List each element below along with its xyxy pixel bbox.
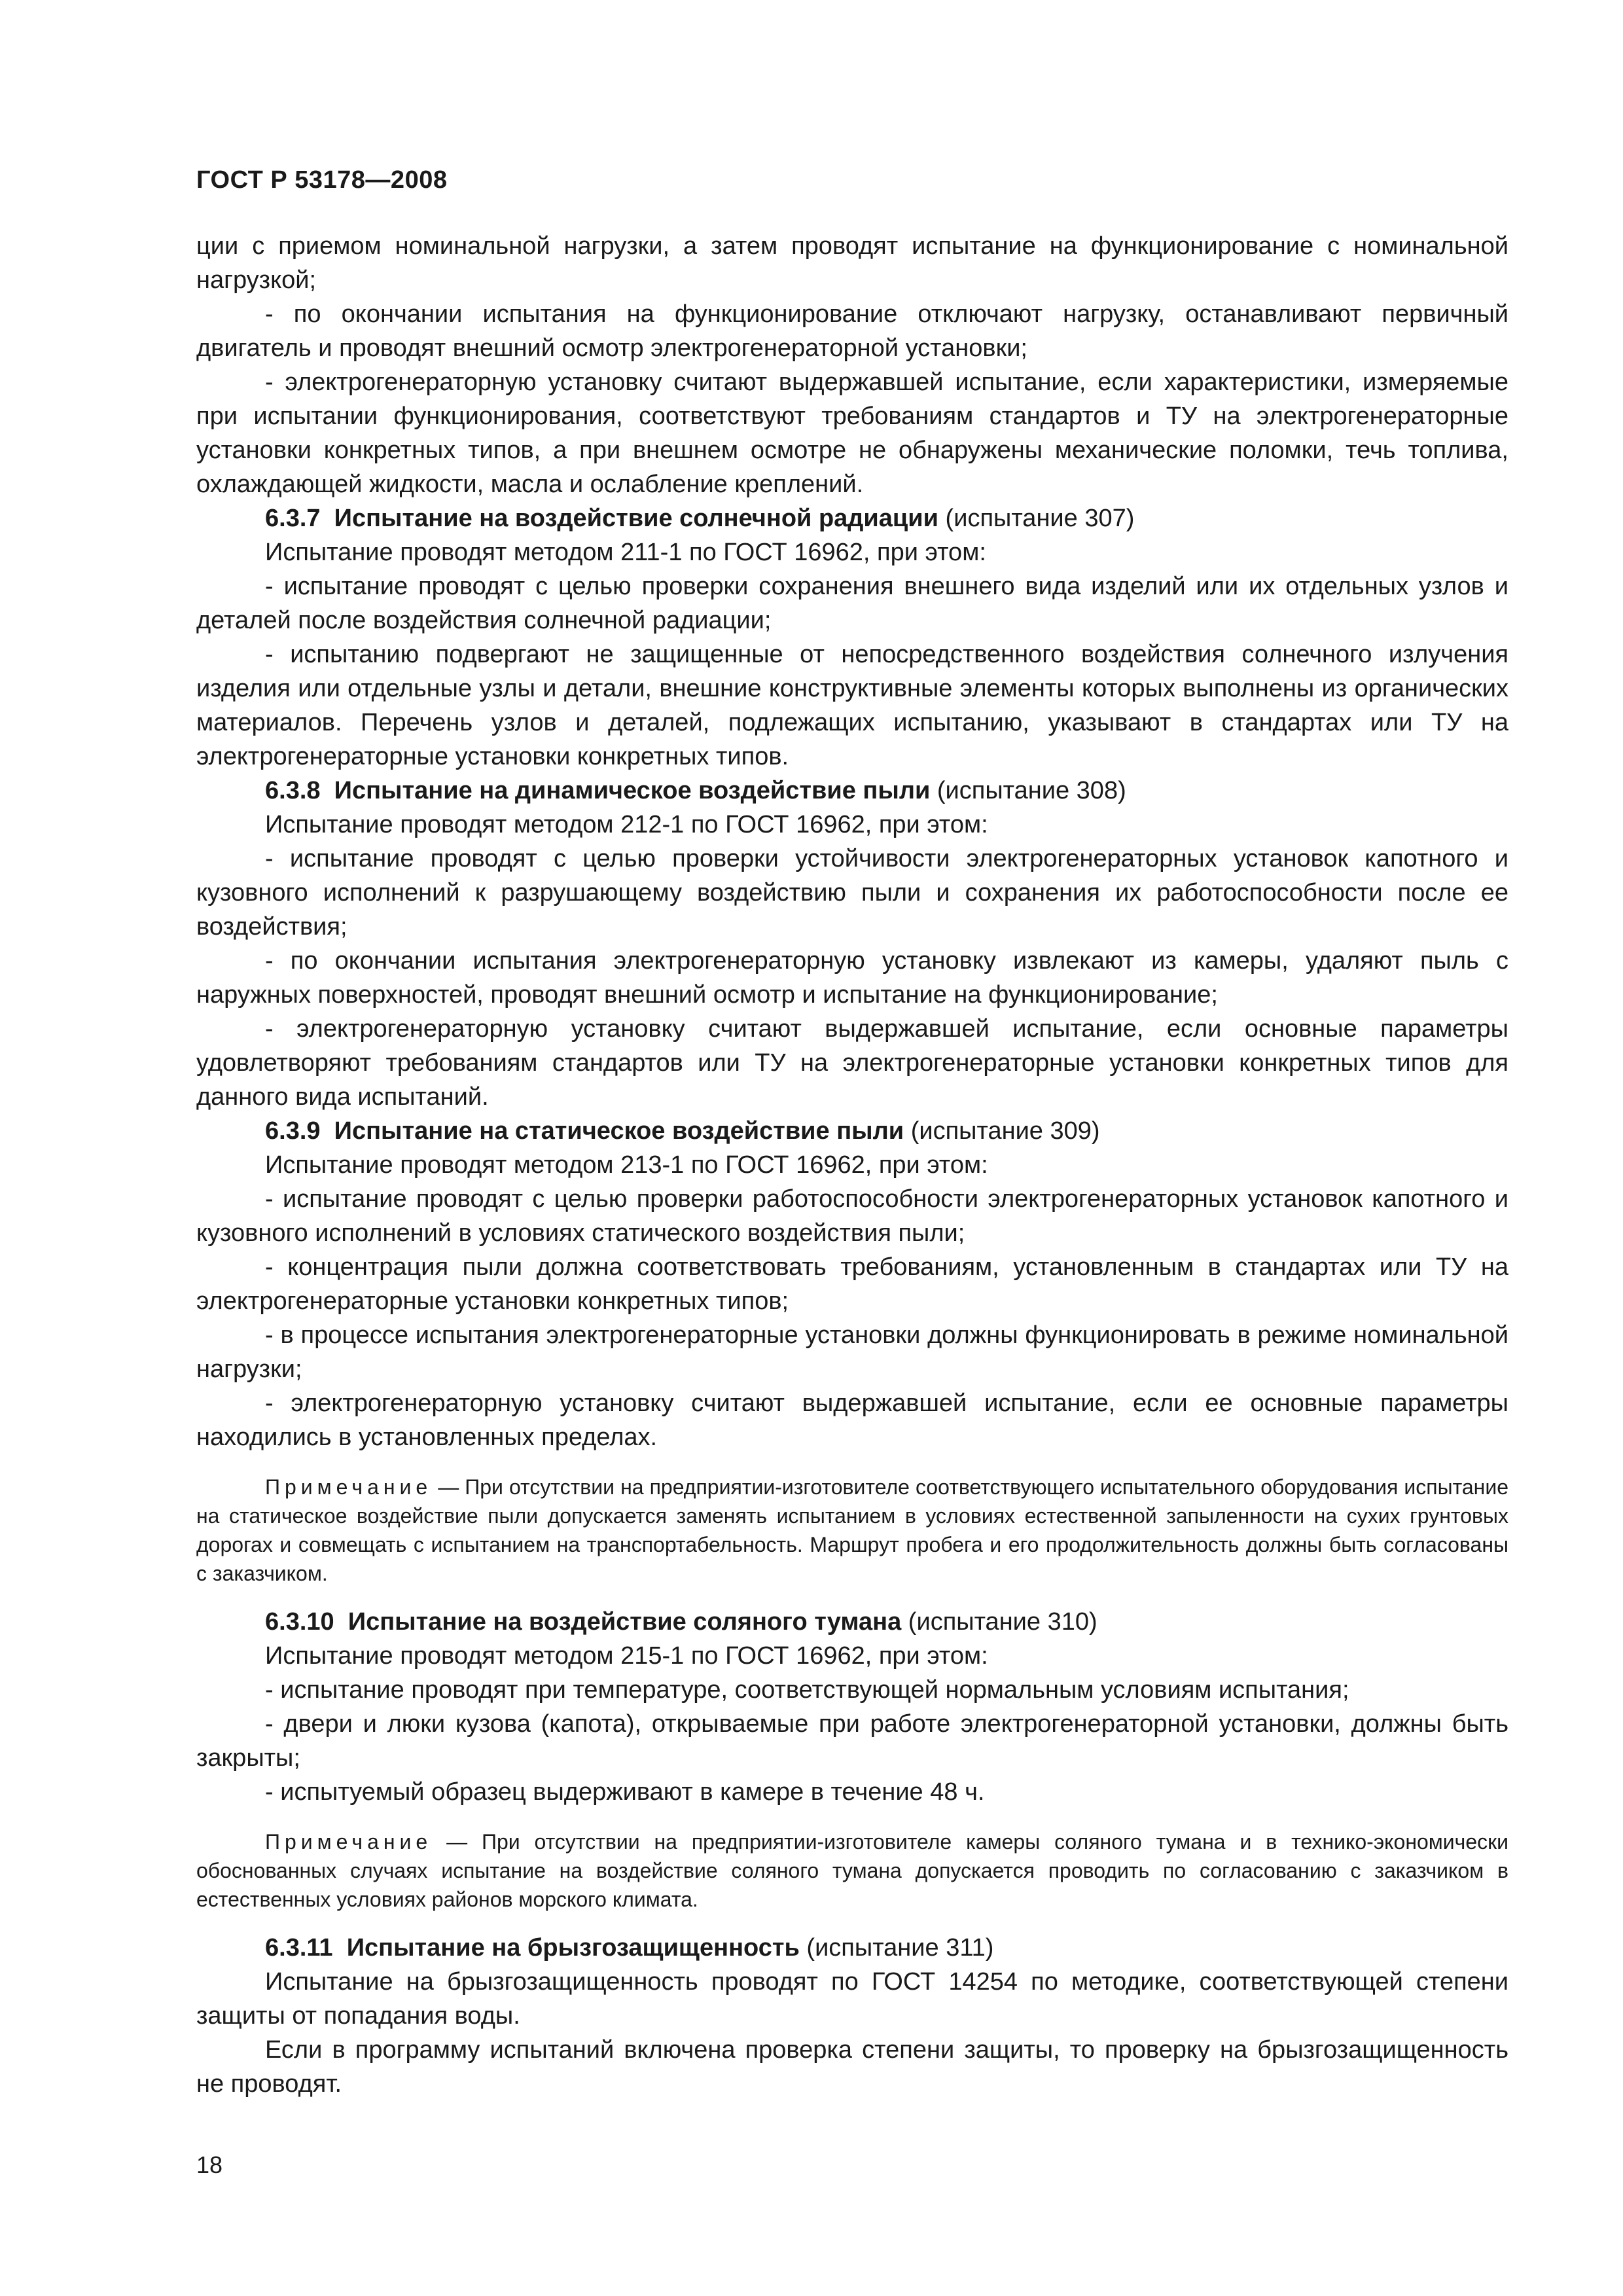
section-number: 6.3.11 [265,1934,333,1962]
test-number: (испытание 307) [938,505,1135,532]
section-heading-6-3-10 [196,1605,1508,1639]
paragraph: - по окончании испытания на функционирование отключают нагрузку, останавливают первичный двигатель и проводят внешний осмотр электрогенераторной установки; [196,300,1508,362]
paragraph: - по окончании испытания электрогенераторную установку извлекают из камеры, удаляют пыль с наружных поверхностей, проводят внешний осмотр и испытание на функционирование; [196,947,1508,1009]
section-number: 6.3.10 [265,1608,334,1636]
section-title: Испытание на воздействие солнечной радиации [334,505,938,532]
document-header: ГОСТ Р 53178—2008 [196,166,448,194]
section-title: Испытание на воздействие соляного тумана [348,1608,902,1636]
section-number: 6.3.7 [265,505,321,532]
paragraph: - испытуемый образец выдерживают в камере в течение 48 ч. [265,1778,985,1806]
section-number: 6.3.9 [265,1117,321,1145]
paragraph: Испытание проводят методом 211-1 по ГОСТ 16962, при этом: [265,539,986,566]
section-title: Испытание на динамическое воздействие пыли [334,777,931,804]
paragraph: - электрогенераторную установку считают выдержавшей испытание, если характеристики, измеряемые при испытании функционирования, соответствуют требованиям стандартов и ТУ на электрогенераторные установки конкретных типов, а при внешнем осмотре не обнаружены механические поломки, течь топлива, охлаждающей жидкости, масла и ослабление креплений. [196,368,1508,498]
paragraph: - электрогенераторную установку считают выдержавшей испытание, если основные параметры удовлетворяют требованиям стандартов или ТУ на электрогенераторные установки конкретных типов для данного вида испытаний. [196,1015,1508,1111]
paragraph: - концентрация пыли должна соответствовать требованиям, установленным в стандартах или ТУ на электрогенераторные установки конкретных типов; [196,1253,1508,1315]
page-number: 18 [196,2151,223,2178]
section-heading-6-3-8 [196,774,1508,808]
paragraph: - испытанию подвергают не защищенные от непосредственного воздействия солнечного излучения изделия или отдельные узлы и детали, внешние конструктивные элементы которых выполнены из органических материалов. Перечень узлов и деталей, подлежащих испытанию, указывают в стандартах или ТУ на электрогенераторные установки конкретных типов. [196,641,1508,770]
note [196,1473,1508,1588]
paragraph: Если в программу испытаний включена проверка степени защиты, то проверку на брызгозащищенность не проводят. [196,2036,1508,2098]
section-heading-6-3-11 [196,1931,1508,1965]
paragraph: Испытание проводят методом 212-1 по ГОСТ 16962, при этом: [265,811,988,838]
paragraph: - испытание проводят с целью проверки устойчивости электрогенераторных установок капотного и кузовного исполнений к разрушающему воздействию пыли и сохранения их работоспособности после ее воздействия; [196,845,1508,941]
note-label: Примечание [265,1830,433,1854]
section-title: Испытание на брызгозащищенность [346,1934,800,1962]
section-heading-6-3-7 [196,501,1508,535]
paragraph: Испытание на брызгозащищенность проводят по ГОСТ 14254 по методике, соответствующей степени защиты от попадания воды. [196,1968,1508,2030]
paragraph: - электрогенераторную установку считают выдержавшей испытание, если ее основные параметры находились в установленных пределах. [196,1390,1508,1451]
note-label: Примечание [265,1475,433,1499]
paragraph: - испытание проводят с целью проверки сохранения внешнего вида изделий или их отдельных узлов и деталей после воздействия солнечной радиации; [196,573,1508,634]
test-number: (испытание 308) [930,777,1126,804]
paragraph: ции с приемом номинальной нагрузки, а затем проводят испытание на функционирование с номинальной нагрузкой; [196,232,1508,294]
paragraph: Испытание проводят методом 213-1 по ГОСТ 16962, при этом: [265,1151,988,1179]
section-number: 6.3.8 [265,777,321,804]
test-number: (испытание 311) [799,1934,994,1962]
note [196,1827,1508,1914]
section-heading-6-3-9 [196,1114,1508,1148]
section-title: Испытание на статическое воздействие пыли [334,1117,904,1145]
test-number: (испытание 309) [904,1117,1100,1145]
paragraph: - испытание проводят с целью проверки работоспособности электрогенераторных установок капотного и кузовного исполнений в условиях статического воздействия пыли; [196,1185,1508,1247]
note-text: — При отсутствии на предприятии-изготовителе соответствующего испытательного оборудования испытание на статическое воздействие пыли допускается заменять испытанием в условиях естественной запыленности на сухих грунтовых дорогах и совмещать с испытанием на транспортабельность. Маршрут пробега и его продолжительность должны быть согласованы с заказчиком. [196,1475,1508,1585]
paragraph: - испытание проводят при температуре, соответствующей нормальным условиям испытания; [265,1676,1349,1704]
paragraph: Испытание проводят методом 215-1 по ГОСТ 16962, при этом: [265,1642,988,1670]
note-text: — При отсутствии на предприятии-изготовителе камеры соляного тумана и в технико-экономически обоснованных случаях испытание на воздействие соляного тумана допускается проводить по согласованию с заказчиком в естественных условиях районов морского климата. [196,1830,1508,1911]
paragraph: - в процессе испытания электрогенераторные установки должны функционировать в режиме номинальной нагрузки; [196,1321,1508,1383]
document-body [196,229,1508,2101]
test-number: (испытание 310) [901,1608,1097,1636]
paragraph: - двери и люки кузова (капота), открываемые при работе электрогенераторной установки, должны быть закрыты; [196,1710,1508,1772]
